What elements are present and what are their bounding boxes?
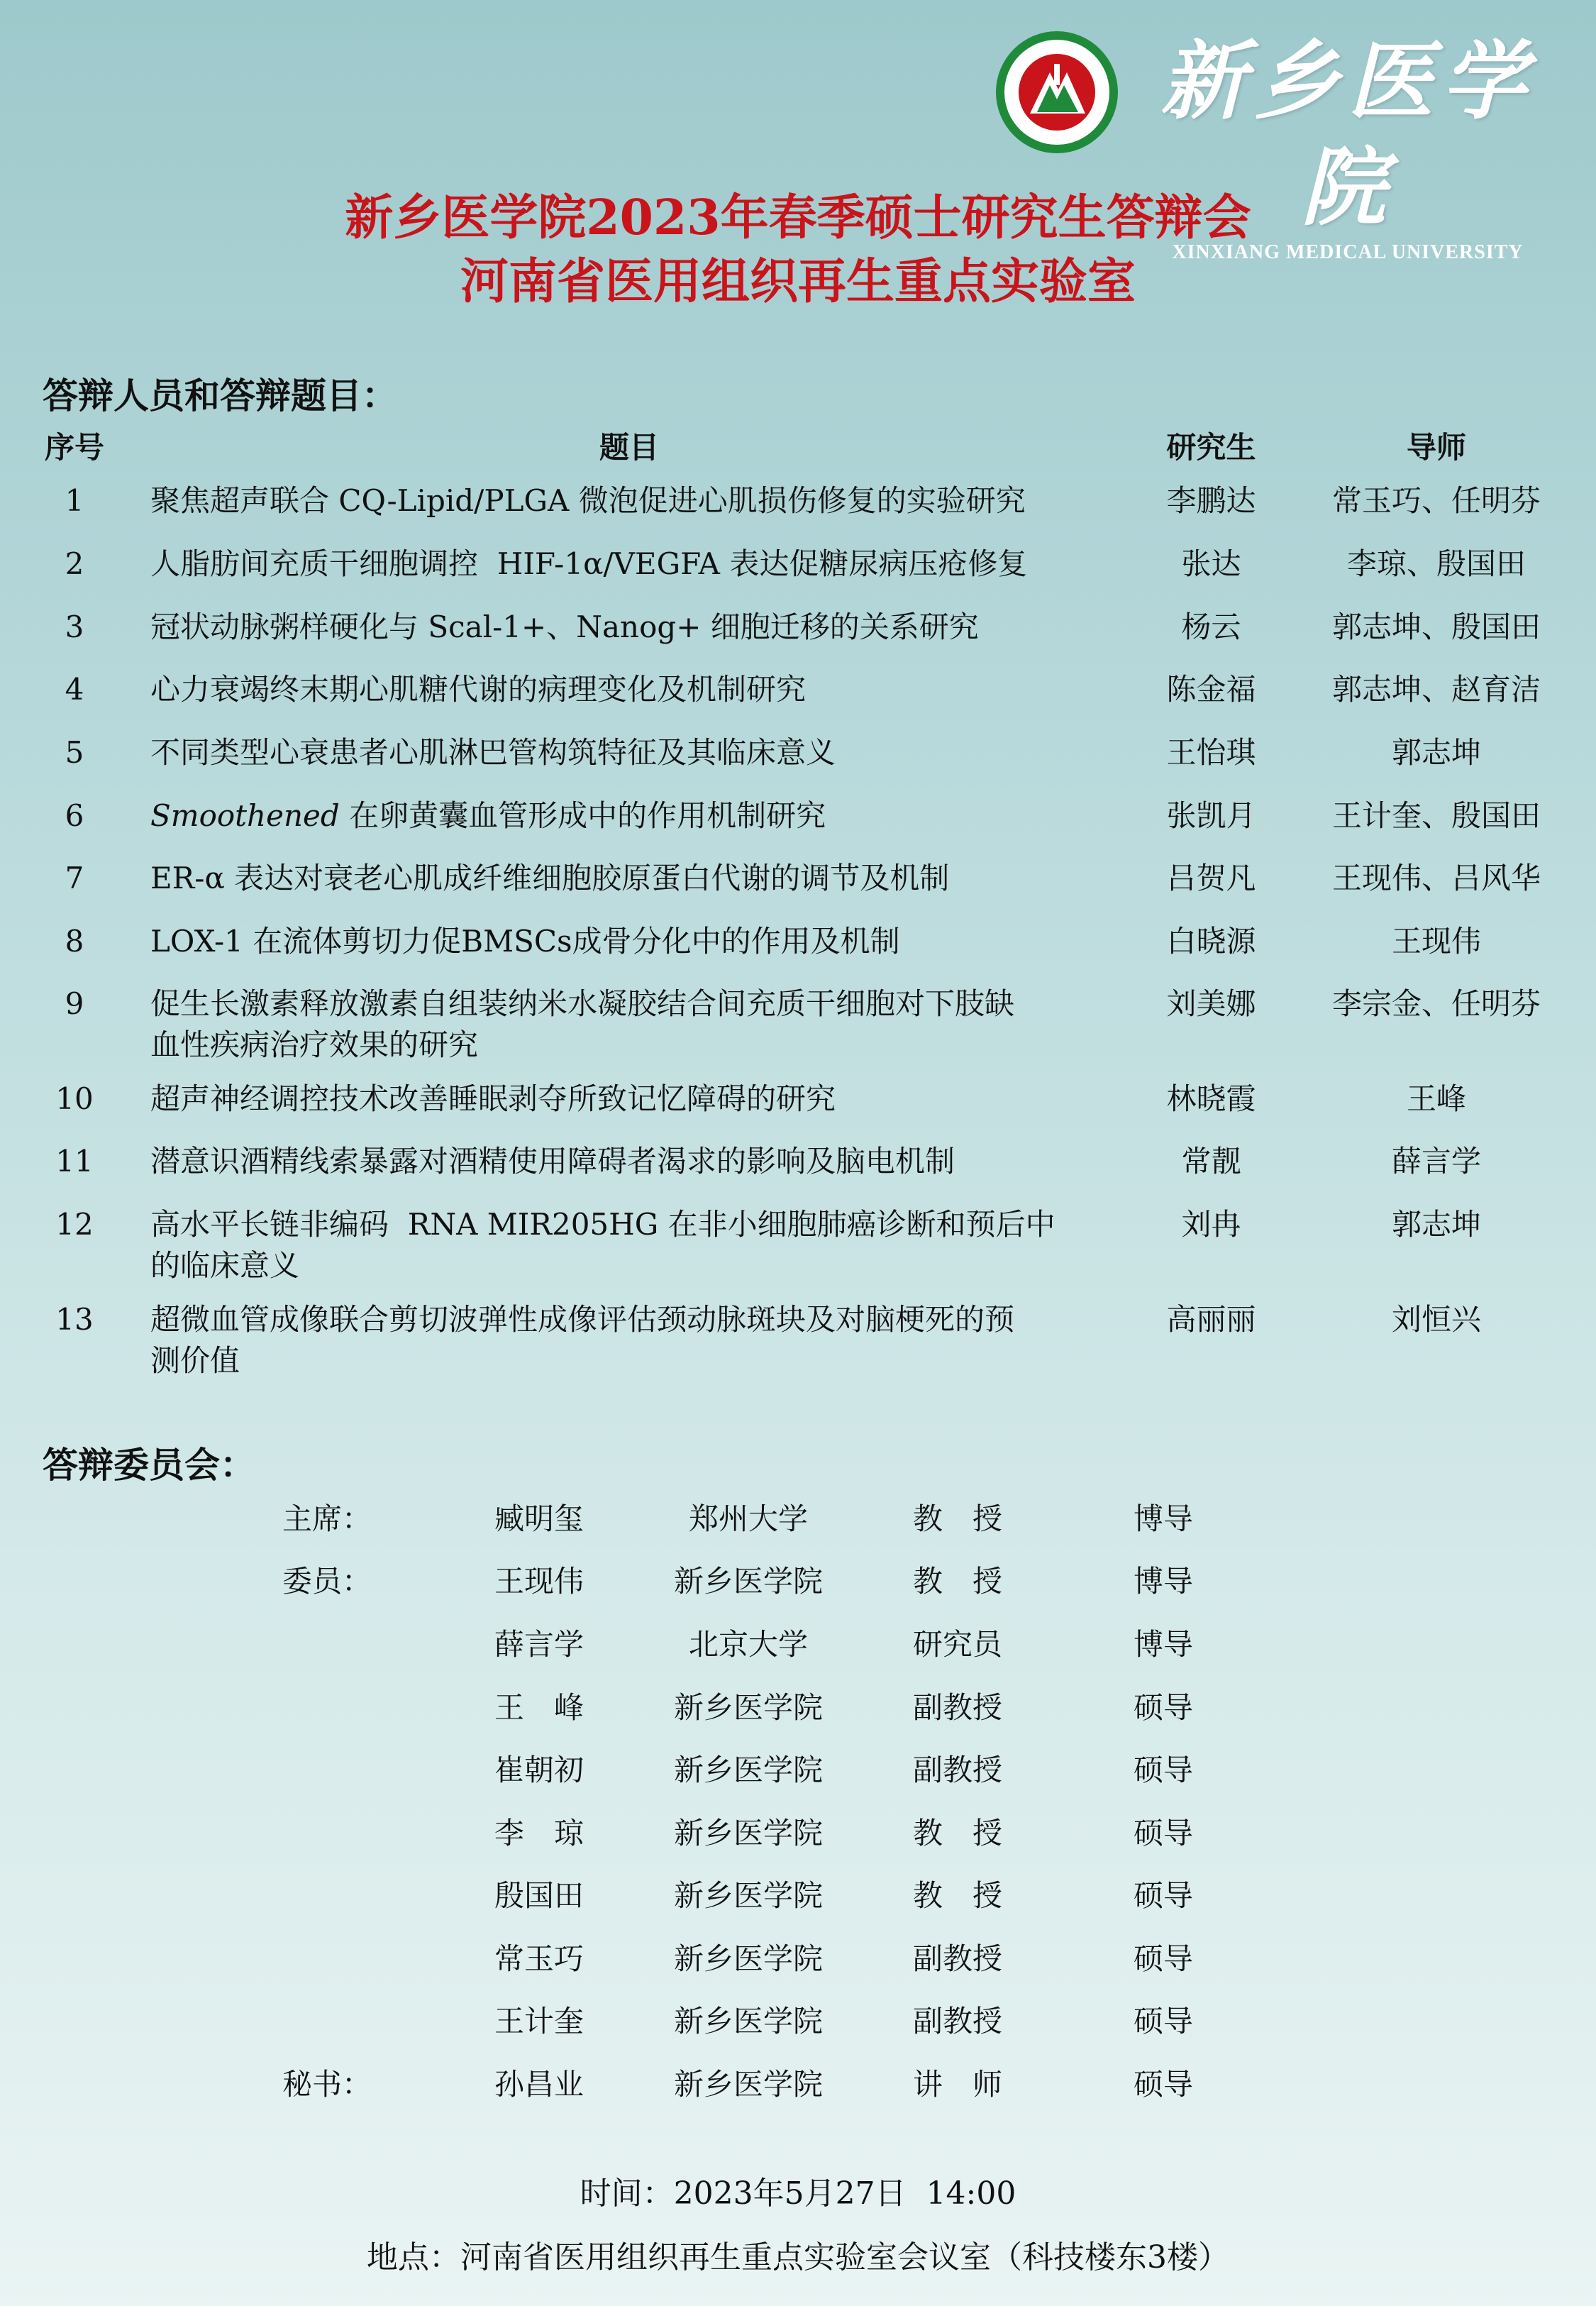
- row-topic-rest: 在卵黄囊血管形成中的作用机制研究: [339, 798, 826, 833]
- row-no: 10: [55, 1081, 94, 1116]
- committee-name: 常玉巧: [494, 1941, 584, 1976]
- row-no: 12: [55, 1207, 94, 1242]
- committee-title: 副教授: [912, 1753, 1002, 1787]
- committee-institution: 新乡医学院: [673, 1753, 823, 1787]
- committee-title: 教 授: [912, 1564, 1002, 1599]
- committee-institution: 郑州大学: [688, 1501, 808, 1536]
- col-header-student: 研究生: [1166, 430, 1256, 465]
- brand-chinese: 新乡医学院: [1160, 31, 1535, 238]
- committee-title: 副教授: [912, 1941, 1002, 1976]
- committee-supervisor: 硕导: [1133, 2004, 1193, 2039]
- committee-supervisor: 硕导: [1133, 1816, 1193, 1850]
- committee-role: 秘书：: [282, 2067, 372, 2102]
- university-logo: [993, 28, 1121, 156]
- row-advisor: 刘恒兴: [1391, 1302, 1481, 1337]
- row-topic-line2: 测价值: [150, 1343, 240, 1378]
- row-no: 4: [65, 672, 84, 707]
- committee-title: 讲 师: [912, 2067, 1002, 2102]
- committee-name: 臧明玺: [494, 1501, 584, 1536]
- row-advisor: 王现伟、吕风华: [1331, 861, 1541, 895]
- committee-name: 崔朝初: [494, 1753, 584, 1787]
- committee-institution: 北京大学: [688, 1627, 808, 1662]
- committee-supervisor: 硕导: [1133, 1690, 1193, 1725]
- committee-institution: 新乡医学院: [673, 1941, 823, 1976]
- committee-title: 教 授: [912, 1878, 1002, 1913]
- committee-institution: 新乡医学院: [673, 1690, 823, 1725]
- row-advisor: 王峰: [1406, 1081, 1466, 1116]
- row-advisor: 郭志坤、殷国田: [1331, 609, 1541, 644]
- col-header-topic: 题目: [599, 430, 659, 465]
- row-topic: [150, 795, 1108, 837]
- committee-institution: 新乡医学院: [673, 2067, 823, 2102]
- event-time: 时间：2023年5月27日 14:00: [580, 2175, 1016, 2212]
- committee-institution: 新乡医学院: [673, 1878, 823, 1913]
- row-topic: 人脂肪间充质干细胞调控 HIF-1α/VEGFA 表达促糖尿病压疮修复: [150, 546, 1028, 581]
- page-subtitle: 河南省医用组织再生重点实验室: [460, 253, 1136, 310]
- row-student: 吕贺凡: [1166, 861, 1256, 895]
- row-advisor: 王计奎、殷国田: [1331, 798, 1541, 833]
- row-no: 2: [65, 546, 84, 581]
- row-topic: [150, 1204, 1108, 1286]
- committee-supervisor: 博导: [1133, 1564, 1193, 1599]
- row-advisor: 郭志坤: [1391, 735, 1481, 770]
- row-student: 刘冉: [1181, 1207, 1241, 1242]
- section-heading-defense: 答辩人员和答辩题目：: [43, 375, 397, 416]
- section-heading-committee: 答辩委员会：: [43, 1444, 255, 1486]
- row-topic: 潜意识酒精线索暴露对酒精使用障碍者渴求的影响及脑电机制: [150, 1144, 955, 1179]
- row-student: 陈金福: [1166, 672, 1256, 707]
- committee-title: 副教授: [912, 1690, 1002, 1725]
- committee-name: 李 琼: [494, 1816, 584, 1850]
- event-place: 地点：河南省医用组织再生重点实验室会议室（科技楼东3楼）: [367, 2239, 1229, 2275]
- committee-name: 薛言学: [494, 1627, 584, 1662]
- row-advisor: 王现伟: [1391, 924, 1481, 959]
- row-topic: [150, 983, 1108, 1066]
- committee-supervisor: 硕导: [1133, 2067, 1193, 2102]
- row-topic: 冠状动脉粥样硬化与 Scal-1+、Nanog+ 细胞迁移的关系研究: [150, 609, 979, 644]
- committee-supervisor: 博导: [1133, 1627, 1193, 1662]
- row-no: 13: [55, 1302, 94, 1337]
- row-advisor: 郭志坤、赵育洁: [1331, 672, 1541, 707]
- row-advisor: 郭志坤: [1391, 1207, 1481, 1242]
- row-no: 3: [65, 609, 84, 644]
- committee-title: 研究员: [912, 1627, 1002, 1662]
- row-topic: 心力衰竭终末期心肌糖代谢的病理变化及机制研究: [150, 672, 807, 707]
- row-student: 常靓: [1181, 1144, 1241, 1179]
- committee-name: 王现伟: [494, 1564, 584, 1599]
- row-topic-line1: 高水平长链非编码 RNA MIR205HG 在非小细胞肺癌诊断和预后中: [150, 1207, 1055, 1242]
- col-header-no: 序号: [44, 430, 104, 465]
- committee-supervisor: 硕导: [1133, 1941, 1193, 1976]
- row-topic-line1: 促生长激素释放激素自组装纳米水凝胶结合间充质干细胞对下肢缺: [150, 986, 1015, 1021]
- committee-title: 副教授: [912, 2004, 1002, 2039]
- row-student: 林晓霞: [1166, 1081, 1256, 1116]
- brand-english: XINXIANG MEDICAL UNIVERSITY: [1172, 241, 1524, 263]
- row-student: 张达: [1181, 546, 1241, 581]
- row-topic: [150, 1299, 1108, 1381]
- row-no: 1: [65, 483, 84, 518]
- col-header-advisor: 导师: [1406, 430, 1466, 465]
- committee-institution: 新乡医学院: [673, 1816, 823, 1850]
- row-student: 李鹏达: [1166, 483, 1256, 518]
- row-no: 7: [65, 861, 84, 895]
- committee-title: 教 授: [912, 1816, 1002, 1850]
- row-topic-line2: 血性疾病治疗效果的研究: [150, 1027, 479, 1062]
- row-no: 11: [55, 1144, 94, 1179]
- row-topic: ER-α 表达对衰老心肌成纤维细胞胶原蛋白代谢的调节及机制: [150, 861, 950, 895]
- row-topic: 不同类型心衰患者心肌淋巴管构筑特征及其临床意义: [150, 735, 836, 770]
- committee-name: 殷国田: [494, 1878, 584, 1913]
- row-topic-line1: 超微血管成像联合剪切波弹性成像评估颈动脉斑块及对脑梗死的预: [150, 1302, 1015, 1337]
- committee-title: 教 授: [912, 1501, 1002, 1536]
- committee-supervisor: 硕导: [1133, 1878, 1193, 1913]
- row-student: 白晓源: [1166, 924, 1256, 959]
- committee-name: 王计奎: [494, 2004, 584, 2039]
- row-student: 高丽丽: [1166, 1302, 1256, 1337]
- row-advisor: 李宗金、任明芬: [1331, 986, 1541, 1021]
- page-title: 新乡医学院2023年春季硕士研究生答辩会: [345, 189, 1251, 246]
- row-advisor: 常玉巧、任明芬: [1331, 483, 1541, 518]
- row-student: 杨云: [1181, 609, 1241, 644]
- committee-supervisor: 博导: [1133, 1501, 1193, 1536]
- row-topic-line2: 的临床意义: [150, 1248, 300, 1283]
- row-no: 9: [65, 986, 84, 1021]
- committee-institution: 新乡医学院: [673, 2004, 823, 2039]
- row-advisor: 李琼、殷国田: [1346, 546, 1526, 581]
- row-no: 5: [65, 735, 84, 770]
- committee-supervisor: 硕导: [1133, 1753, 1193, 1787]
- committee-institution: 新乡医学院: [673, 1564, 823, 1599]
- row-student: 刘美娜: [1166, 986, 1256, 1021]
- committee-role: 委员：: [282, 1564, 372, 1599]
- committee-name: 孙昌业: [494, 2067, 584, 2102]
- row-topic: LOX-1 在流体剪切力促BMSCs成骨分化中的作用及机制: [150, 924, 900, 959]
- committee-role: 主席：: [282, 1501, 372, 1536]
- row-topic-italic: Smoothened: [150, 798, 340, 833]
- row-student: 张凯月: [1166, 798, 1256, 833]
- row-topic: 超声神经调控技术改善睡眠剥夺所致记忆障碍的研究: [150, 1081, 836, 1116]
- row-topic: 聚焦超声联合 CQ-Lipid/PLGA 微泡促进心肌损伤修复的实验研究: [150, 483, 1026, 518]
- committee-name: 王 峰: [494, 1690, 584, 1725]
- row-no: 6: [65, 798, 84, 833]
- row-advisor: 薛言学: [1391, 1144, 1481, 1179]
- row-no: 8: [65, 924, 84, 959]
- row-student: 王怡琪: [1166, 735, 1256, 770]
